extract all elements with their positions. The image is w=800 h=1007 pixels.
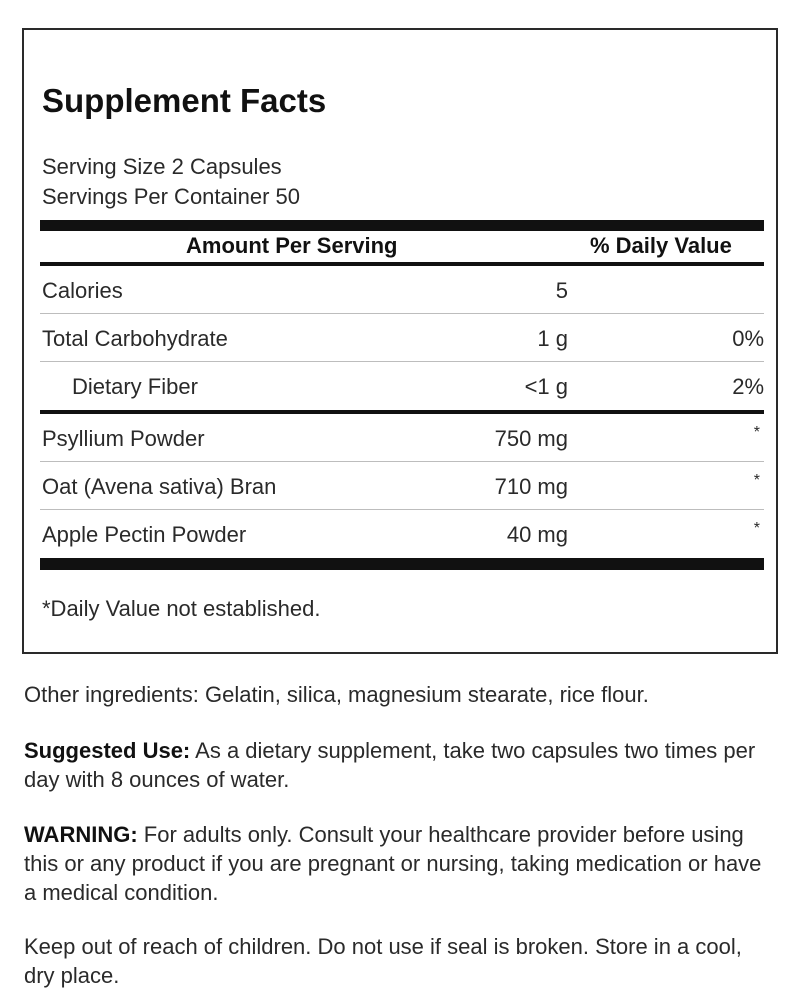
ingredient-row xyxy=(40,462,764,510)
other-ingredients: Other ingredients: Gelatin, silica, magnesium stearate, rice flour. xyxy=(24,682,649,707)
nutrient-amount: 5 xyxy=(555,278,568,303)
ingredient-amount: 710 mg xyxy=(494,474,568,499)
suggested-use-text: As a dietary supplement, take two capsules two times per day with 8 ounces of water. xyxy=(24,738,756,792)
storage-instructions: Keep out of reach of children. Do not use if seal is broken. Store in a cool, dry place. xyxy=(24,934,742,988)
ingredient-name: Apple Pectin Powder xyxy=(42,522,247,547)
supplement-facts-panel xyxy=(22,28,778,654)
ingredient-dv: * xyxy=(753,424,760,441)
serving-size: Serving Size 2 Capsules xyxy=(42,154,282,179)
daily-value-footnote: *Daily Value not established. xyxy=(42,596,321,621)
divider-thick-bottom xyxy=(40,558,764,570)
nutrient-row xyxy=(40,314,764,362)
nutrient-row xyxy=(40,266,764,314)
ingredient-name: Psyllium Powder xyxy=(42,426,205,451)
suggested-use xyxy=(24,736,776,794)
servings-per-container: Servings Per Container 50 xyxy=(42,184,301,209)
ingredient-name: Oat (Avena sativa) Bran xyxy=(42,474,277,499)
panel-title: Supplement Facts xyxy=(42,82,327,119)
ingredient-dv: * xyxy=(753,520,760,537)
nutrient-amount: 1 g xyxy=(537,326,568,351)
nutrient-row xyxy=(40,362,764,410)
nutrient-name: Calories xyxy=(42,278,123,303)
nutrient-dv: 2% xyxy=(732,374,764,399)
nutrient-name: Dietary Fiber xyxy=(72,374,198,399)
nutrient-amount: <1 g xyxy=(524,374,568,399)
ingredient-amount: 40 mg xyxy=(506,522,568,547)
ingredient-dv: * xyxy=(753,472,760,489)
warning xyxy=(24,820,776,907)
warning-label: WARNING: xyxy=(24,822,138,847)
header-amount-per-serving: Amount Per Serving xyxy=(186,233,398,258)
ingredient-row xyxy=(40,510,764,558)
divider-thick-top xyxy=(40,220,764,231)
header-daily-value: % Daily Value xyxy=(590,233,732,258)
nutrient-dv: 0% xyxy=(732,326,764,351)
ingredient-amount: 750 mg xyxy=(494,426,568,451)
nutrient-name: Total Carbohydrate xyxy=(42,326,228,351)
ingredient-row xyxy=(40,414,764,462)
suggested-use-label: Suggested Use: xyxy=(24,738,191,763)
warning-text: For adults only. Consult your healthcare provider before using this or any product if you are pregnant or nursing, taking medication or have a medical condition. xyxy=(24,822,762,905)
